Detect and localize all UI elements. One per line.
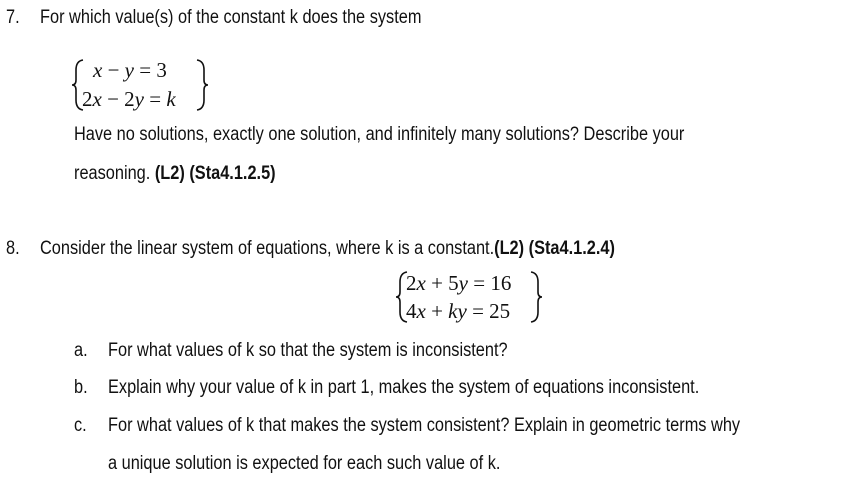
q8-equation-1: 2x + 5y = 16 [406, 271, 512, 295]
q8-part-c-text-line-2: a unique solution is expected for each such value of k. [108, 453, 501, 474]
q8-question: Consider the linear system of equations, where k is a constant. [40, 238, 495, 259]
q8-number: 8. [6, 238, 20, 259]
q8-equation-2: 4x + ky = 25 [406, 299, 511, 323]
q7-right-brace [194, 58, 210, 112]
q8-question-line [40, 238, 615, 260]
q8-part-c-text: For what values of k that makes the system consistent? Explain in geometric terms why [108, 415, 741, 436]
q7-question: For which value(s) of the constant k does the system [40, 7, 422, 28]
q8-part-a-label: a. [74, 340, 88, 361]
q8-part-a-text: For what values of k so that the system is inconsistent? [108, 340, 508, 361]
q7-number: 7. [6, 7, 20, 28]
q8-right-brace [528, 270, 544, 324]
q8-part-c-label: c. [74, 415, 87, 436]
q7-equation-2: 2x − 2y = k [82, 87, 176, 111]
q8-tag-level: (L2) [494, 238, 525, 259]
q7-tag-standard: (Sta4.1.2.5) [189, 163, 276, 184]
q8-part-b-label: b. [74, 377, 88, 398]
q7-body-line-1: Have no solutions, exactly one solution, and infinitely many solutions? Describe your [74, 124, 685, 145]
q7-reasoning: reasoning. [74, 163, 151, 184]
q7-tag-level: (L2) [154, 163, 185, 184]
q7-equation-1: x − y = 3 [93, 58, 167, 82]
q8-tag-standard: (Sta4.1.2.4) [528, 238, 615, 259]
q7-body-line-2 [74, 163, 276, 185]
q8-part-b-text: Explain why your value of k in part 1, makes the system of equations inconsistent. [108, 377, 700, 398]
